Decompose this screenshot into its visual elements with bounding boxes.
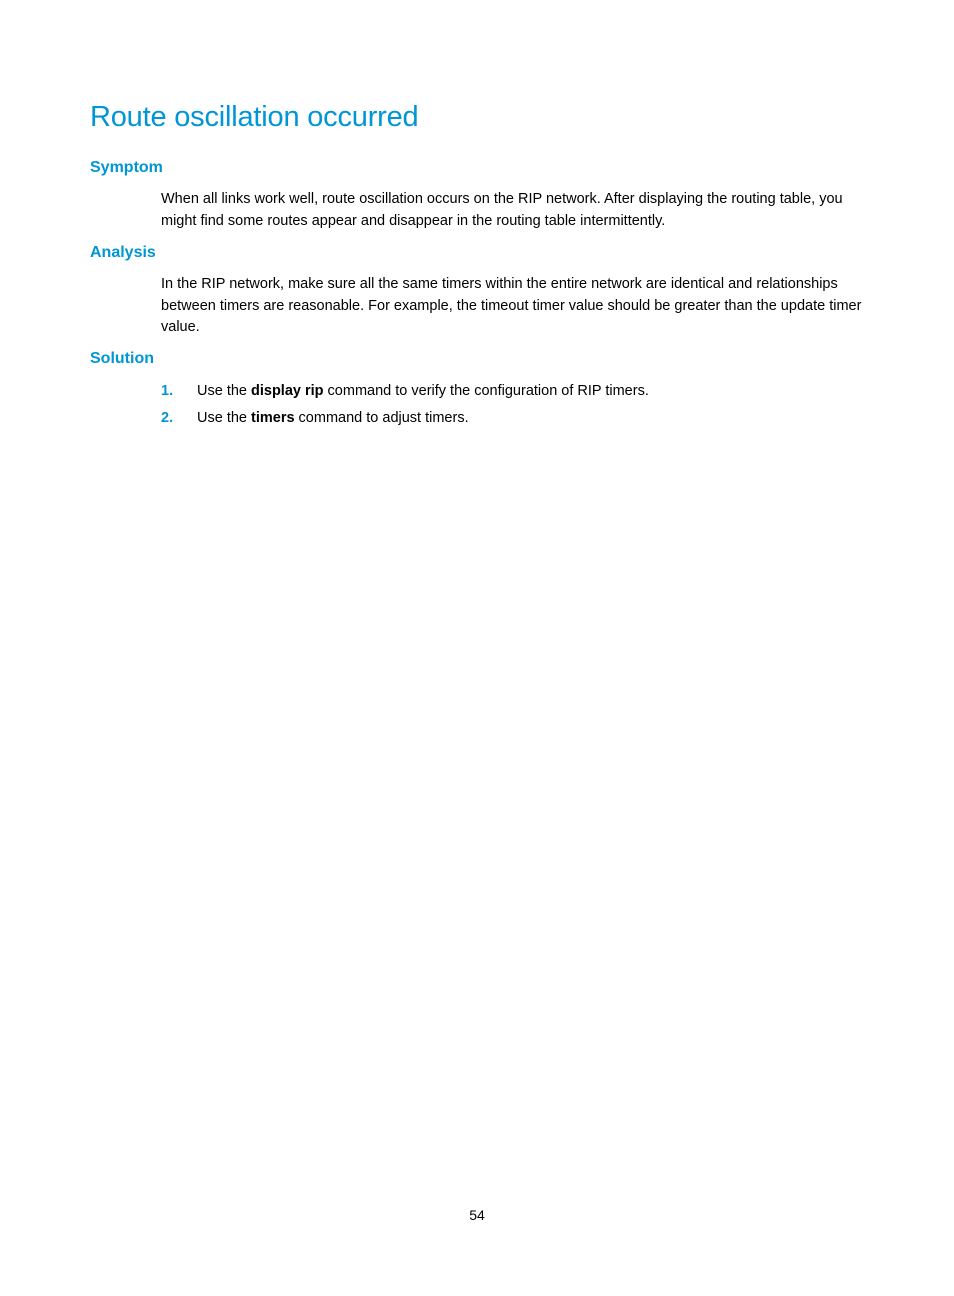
- step-command: timers: [251, 410, 295, 426]
- symptom-heading: Symptom: [90, 159, 163, 176]
- step-number: 1.: [161, 383, 174, 399]
- symptom-text: When all links work well, route oscillation occurs on the RIP network. After displaying the routing table, you might find some routes appear and disappear in the routing table intermittently.: [161, 191, 843, 229]
- step-prefix: Use the: [197, 383, 251, 399]
- step-command: display rip: [251, 383, 324, 399]
- page-title: Route oscillation occurred: [90, 101, 419, 133]
- step-suffix: command to verify the configuration of RIP timers.: [323, 383, 649, 399]
- step-prefix: Use the: [197, 410, 251, 426]
- step-suffix: command to adjust timers.: [294, 410, 469, 426]
- analysis-heading: Analysis: [90, 244, 156, 261]
- solution-heading: Solution: [90, 350, 154, 367]
- step-text: [197, 408, 469, 429]
- page-number: 54: [469, 1207, 485, 1223]
- step-text: [197, 381, 649, 402]
- step-number: 2.: [161, 410, 174, 426]
- analysis-text: In the RIP network, make sure all the same timers within the entire network are identical and relationships between timers are reasonable. For example, the timeout timer value should be greater than the update timer value.: [161, 276, 862, 335]
